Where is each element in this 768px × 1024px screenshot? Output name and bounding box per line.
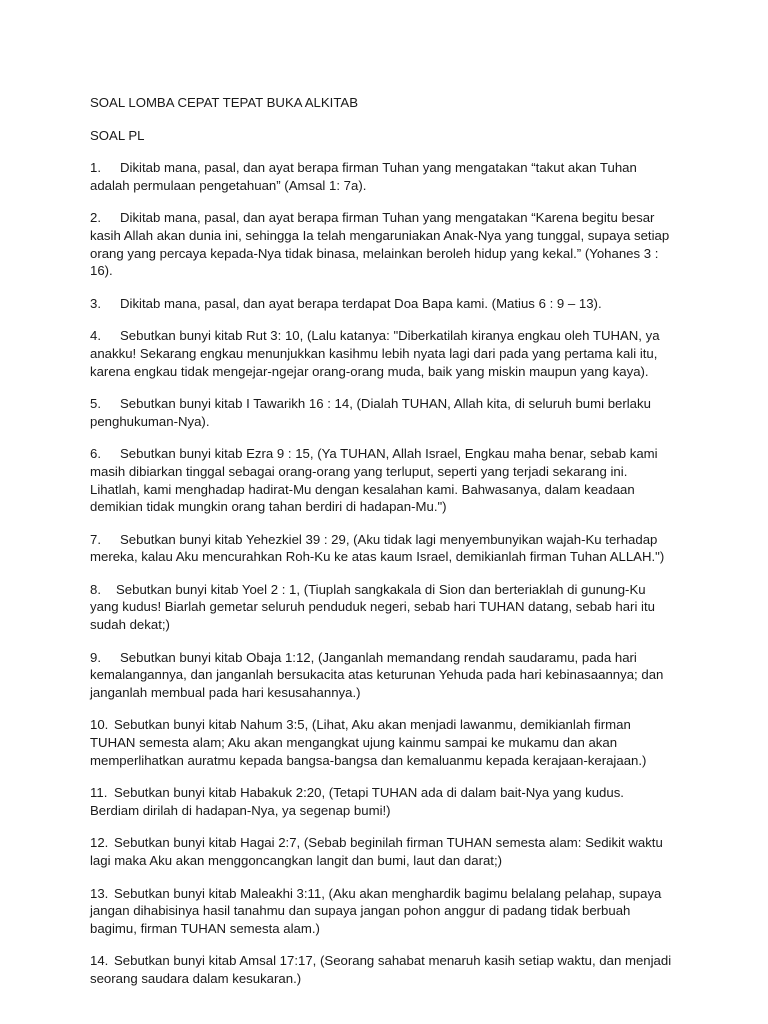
question-item-2 xyxy=(90,209,672,279)
question-number: 9. xyxy=(90,649,101,665)
question-number: 13. xyxy=(90,885,109,901)
question-text: Sebutkan bunyi kitab Habakuk 2:20, (Tetapi TUHAN ada di dalam bait-Nya yang kudus. Berdiam dirilah di hadapan-Nya, ya segenap bumi!) xyxy=(90,785,624,818)
question-item-4 xyxy=(90,327,672,380)
question-item-1 xyxy=(90,159,672,194)
question-item-8 xyxy=(90,581,672,634)
question-item-10 xyxy=(90,716,672,769)
question-text: Sebutkan bunyi kitab I Tawarikh 16 : 14, (Dialah TUHAN, Allah kita, di seluruh bumi berlaku penghukuman-Nya). xyxy=(90,396,651,429)
question-number: 8. xyxy=(90,581,101,597)
question-text: Dikitab mana, pasal, dan ayat berapa terdapat Doa Bapa kami. (Matius 6 : 9 – 13). xyxy=(120,295,602,311)
question-item-7 xyxy=(90,531,672,566)
question-text: Sebutkan bunyi kitab Ezra 9 : 15, (Ya TUHAN, Allah Israel, Engkau maha benar, sebab kami masih dibiarkan tinggal sebagai orang-orang yang terluput, seperti yang terjadi sekarang ini. Lihatlah, kami menghadap hadirat-Mu dengan kesalahan kami. Bahwasanya, dalam keadaan demikian tidak mungkin orang tahan berdiri di hadapan-Mu.") xyxy=(90,446,658,515)
question-item-13 xyxy=(90,885,672,938)
question-text: Sebutkan bunyi kitab Amsal 17:17, (Seorang sahabat menaruh kasih setiap waktu, dan menjadi seorang saudara dalam kesukaran.) xyxy=(90,953,672,986)
question-item-11 xyxy=(90,784,672,819)
question-text: Sebutkan bunyi kitab Obaja 1:12, (Janganlah memandang rendah saudaramu, pada hari kemalangannya, dan janganlah bersukacita atas keturunan Yehuda pada hari kebinasaannya; dan janganlah membual pada hari kesusahannya.) xyxy=(90,649,664,700)
question-number: 10. xyxy=(90,717,109,733)
question-text: Sebutkan bunyi kitab Maleakhi 3:11, (Aku akan menghardik bagimu belalang pelahap, supaya jangan dihabisinya hasil tanahmu dan supaya jangan pohon anggur di padang tidak berbuah bagimu, firman TUHAN semesta alam.) xyxy=(90,885,662,936)
question-number: 7. xyxy=(90,531,101,547)
question-number: 5. xyxy=(90,396,101,412)
question-text: Sebutkan bunyi kitab Hagai 2:7, (Sebab beginilah firman TUHAN semesta alam: Sedikit waktu lagi maka Aku akan menggoncangkan langit dan bumi, laut dan darat;) xyxy=(90,835,663,868)
question-item-6 xyxy=(90,445,672,515)
question-number: 12. xyxy=(90,835,109,851)
document-title: SOAL LOMBA CEPAT TEPAT BUKA ALKITAB xyxy=(90,95,358,110)
question-text: Dikitab mana, pasal, dan ayat berapa firman Tuhan yang mengatakan “takut akan Tuhan adalah permulaan pengetahuan” (Amsal 1: 7a). xyxy=(90,160,637,193)
question-item-5 xyxy=(90,395,672,430)
question-text: Sebutkan bunyi kitab Yehezkiel 39 : 29, (Aku tidak lagi menyembunyikan wajah-Ku terhadap mereka, kalau Aku mencurahkan Roh-Ku ke atas kaum Israel, demikianlah firman Tuhan ALLAH.") xyxy=(90,531,665,565)
question-item-12 xyxy=(90,834,672,869)
question-number: 11. xyxy=(90,785,108,801)
question-text: Sebutkan bunyi kitab Rut 3: 10, (Lalu katanya: "Diberkatilah kiranya engkau oleh TUHAN, ya anakku! Sekarang engkau menunjukkan kasihmu lebih nyata lagi dari pada yang pertama kali itu, karena engkau tidak mengejar-ngejar orang-orang muda, baik yang miskin maupun yang kaya). xyxy=(90,328,660,379)
question-item-3 xyxy=(90,295,672,313)
question-item-14 xyxy=(90,952,672,987)
question-number: 4. xyxy=(90,328,101,344)
question-item-9 xyxy=(90,649,672,702)
question-text: Sebutkan bunyi kitab Yoel 2 : 1, (Tiuplah sangkakala di Sion dan berteriaklah di gunung-Ku yang kudus! Biarlah gemetar seluruh penduduk negeri, sebab hari TUHAN datang, sebab hari itu sudah dekat;) xyxy=(90,581,655,633)
question-number: 6. xyxy=(90,446,101,462)
question-number: 14. xyxy=(90,953,109,969)
question-text: Dikitab mana, pasal, dan ayat berapa firman Tuhan yang mengatakan “Karena begitu besar kasih Allah akan dunia ini, sehingga Ia telah mengaruniakan Anak-Nya yang tunggal, supaya setiap orang yang percaya kepada-Nya tidak binasa, melainkan beroleh hidup yang kekal.” (Yohanes 3 : 16). xyxy=(90,210,670,279)
section-heading: SOAL PL xyxy=(90,127,145,143)
question-number: 2. xyxy=(90,210,101,226)
question-text: Sebutkan bunyi kitab Nahum 3:5, (Lihat, Aku akan menjadi lawanmu, demikianlah firman TUHAN semesta alam; Aku akan mengangkat ujung kainmu sampai ke mukamu dan akan memperlihatkan auratmu kepada bangsa-bangsa dan kemaluanmu kepada kerajaan-kerajaan.) xyxy=(90,717,647,768)
question-number: 1. xyxy=(90,160,101,176)
question-number: 3. xyxy=(90,295,101,311)
